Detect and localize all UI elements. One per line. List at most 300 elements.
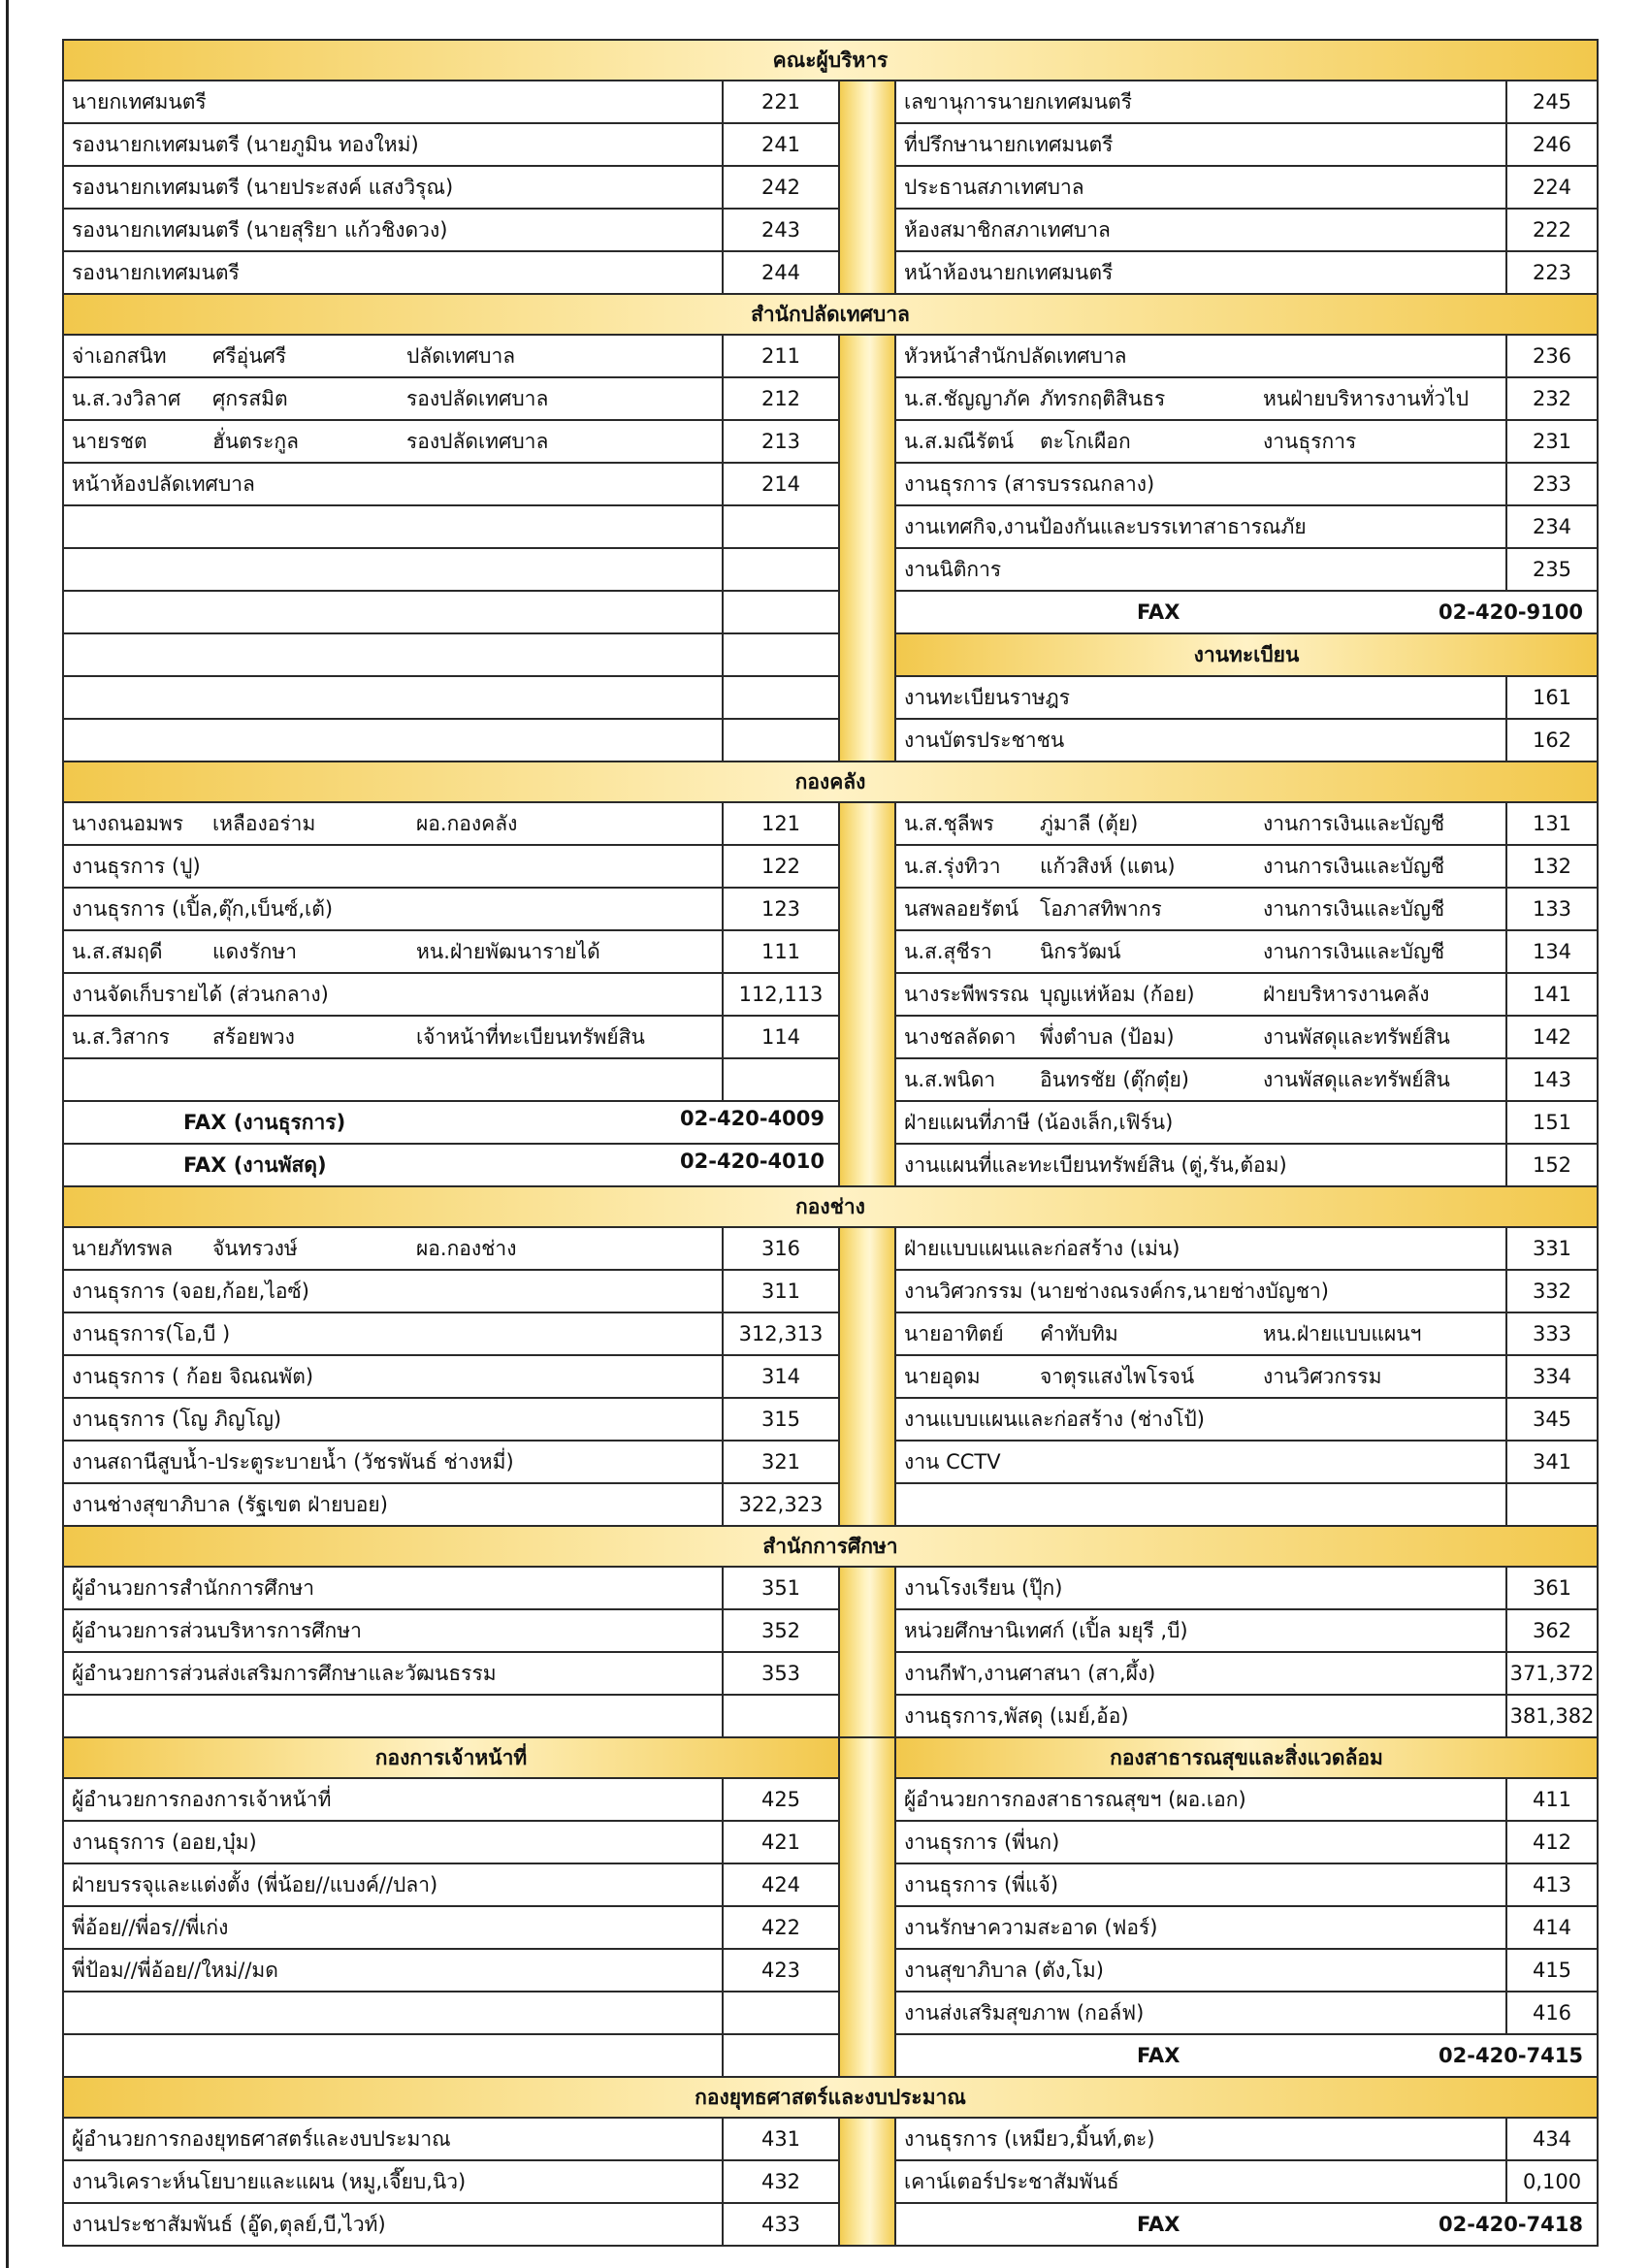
table-row <box>63 973 1598 1016</box>
extension-number: 432 <box>723 2160 839 2203</box>
empty-cell <box>723 1058 839 1101</box>
fax-label: FAX (งานพัสดุ) <box>183 1152 327 1177</box>
extension-number: 112,113 <box>723 973 839 1016</box>
entry-label <box>895 1016 1506 1058</box>
table-row <box>63 209 1598 251</box>
extension-number: 214 <box>723 463 839 505</box>
extension-number: 414 <box>1506 1906 1598 1949</box>
person-surname: แก้วสิงห์ (แตน) <box>1040 854 1176 878</box>
extension-number: 222 <box>1506 209 1598 251</box>
table-row <box>63 1863 1598 1906</box>
table-row <box>63 845 1598 888</box>
extension-number: 151 <box>1506 1101 1598 1144</box>
extension-number: 0,100 <box>1506 2160 1598 2203</box>
entry-label <box>895 1058 1506 1101</box>
table-row <box>63 591 1598 633</box>
person-name: นายอุดม <box>904 1364 981 1388</box>
entry-label: งานธุรการ (เหมียว,มิ้นท์,ตะ) <box>895 2118 1506 2160</box>
empty-cell <box>1506 1483 1598 1526</box>
empty-cell <box>895 1483 1506 1526</box>
entry-label: ผู้อำนวยการกองสาธารณสุขฯ (ผอ.เอก) <box>895 1778 1506 1821</box>
table-row <box>63 1101 1598 1144</box>
table-row <box>63 2118 1598 2160</box>
empty-cell <box>723 505 839 548</box>
entry-label: งานทะเบียนราษฎร <box>895 676 1506 719</box>
extension-number: 413 <box>1506 1863 1598 1906</box>
table-row <box>63 1270 1598 1312</box>
table-row <box>63 633 1598 676</box>
person-position: งานพัสดุและทรัพย์สิน <box>1263 1024 1450 1049</box>
table-row <box>63 2034 1598 2077</box>
extension-number: 361 <box>1506 1567 1598 1609</box>
table-row <box>63 166 1598 209</box>
person-surname: ฮั่นตระกูล <box>212 429 299 453</box>
entry-label: งานธุรการ (ออย,บุ๋ม) <box>63 1821 723 1863</box>
extension-number: 233 <box>1506 463 1598 505</box>
person-position: งานการเงินและบัญชี <box>1263 854 1445 878</box>
empty-cell <box>723 1992 839 2034</box>
person-position: งานวิศวกรรม <box>1263 1364 1382 1388</box>
extension-number: 114 <box>723 1016 839 1058</box>
person-name: น.ส.ชัญญาภัค <box>904 386 1031 410</box>
person-surname: สร้อยพวง <box>212 1024 295 1049</box>
table-row <box>63 1821 1598 1863</box>
entry-label: งานวิเคราะห์นโยบายและแผน (หมู,เจี๊ยบ,นิว) <box>63 2160 723 2203</box>
entry-label: งานธุรการ (พี่นก) <box>895 1821 1506 1863</box>
entry-label: ผู้อำนวยการกองยุทธศาสตร์และงบประมาณ <box>63 2118 723 2160</box>
table-row <box>63 1778 1598 1821</box>
column-divider <box>839 335 895 761</box>
table-row <box>63 548 1598 591</box>
section-title-strategy: กองยุทธศาสตร์และงบประมาณ <box>63 2077 1598 2118</box>
fax-label: FAX (งานธุรการ) <box>183 1110 346 1134</box>
fax-label: FAX <box>1137 2213 1180 2236</box>
empty-cell <box>723 633 839 676</box>
person-name: น.ส.มณีรัตน์ <box>904 429 1015 453</box>
extension-number: 242 <box>723 166 839 209</box>
person-name: นายอาทิตย์ <box>904 1321 1004 1345</box>
entry-label: งานส่งเสริมสุขภาพ (กอล์ฟ) <box>895 1992 1506 2034</box>
table-row <box>63 1695 1598 1737</box>
extension-number: 341 <box>1506 1441 1598 1483</box>
section-header-clerk-office <box>63 294 1598 335</box>
extension-number: 371,372 <box>1506 1652 1598 1695</box>
extension-number: 244 <box>723 251 839 294</box>
entry-label: งานแบบแผนและก่อสร้าง (ช่างโป้) <box>895 1398 1506 1441</box>
extension-number: 312,313 <box>723 1312 839 1355</box>
extension-number: 211 <box>723 335 839 377</box>
extension-number: 224 <box>1506 166 1598 209</box>
entry-label: รองนายกเทศมนตรี (นายสุริยา แก้วชิงดวง) <box>63 209 723 251</box>
extension-number: 162 <box>1506 719 1598 761</box>
fax-entry <box>895 591 1598 633</box>
table-row <box>63 251 1598 294</box>
section-title-engineering: กองช่าง <box>63 1186 1598 1227</box>
section-title-finance: กองคลัง <box>63 761 1598 802</box>
person-surname: โอภาสทิพากร <box>1040 896 1162 921</box>
extension-number: 161 <box>1506 676 1598 719</box>
person-name: น.ส.พนิดา <box>904 1067 996 1091</box>
entry-label: งานธุรการ (ปู) <box>63 845 723 888</box>
empty-cell <box>723 719 839 761</box>
person-surname: จันทรวงษ์ <box>212 1236 298 1260</box>
extension-number: 333 <box>1506 1312 1598 1355</box>
fax-label: FAX <box>1137 600 1180 624</box>
extension-number: 362 <box>1506 1609 1598 1652</box>
extension-number: 316 <box>723 1227 839 1270</box>
extension-number: 415 <box>1506 1949 1598 1992</box>
person-surname: ศรีอุ่นศรี <box>212 343 287 368</box>
person-position: งานการเงินและบัญชี <box>1263 939 1445 963</box>
table-row <box>63 81 1598 123</box>
entry-label: เคาน์เตอร์ประชาสัมพันธ์ <box>895 2160 1506 2203</box>
subsection-title-registry: งานทะเบียน <box>895 633 1598 676</box>
extension-number: 311 <box>723 1270 839 1312</box>
person-position: ฝ่ายบริหารงานคลัง <box>1263 982 1430 1006</box>
empty-cell <box>723 676 839 719</box>
person-position: งานธุรการ <box>1263 429 1357 453</box>
entry-label <box>895 888 1506 930</box>
entry-label: หน้าห้องนายกเทศมนตรี <box>895 251 1506 294</box>
extension-number: 334 <box>1506 1355 1598 1398</box>
person-surname: ภัทรกฤติสินธร <box>1040 386 1166 410</box>
extension-number: 131 <box>1506 802 1598 845</box>
table-row <box>63 719 1598 761</box>
extension-number: 351 <box>723 1567 839 1609</box>
person-surname: อินทรชัย (ตุ๊กตุ๋ย) <box>1040 1067 1190 1091</box>
section-header-engineering <box>63 1186 1598 1227</box>
person-position: ผอ.กองช่าง <box>416 1236 517 1260</box>
table-row <box>63 1312 1598 1355</box>
section-header-strategy <box>63 2077 1598 2118</box>
entry-label <box>63 1227 723 1270</box>
entry-label: หน้าห้องปลัดเทศบาล <box>63 463 723 505</box>
extension-number: 134 <box>1506 930 1598 973</box>
empty-cell <box>63 1992 723 2034</box>
entry-label: งานบัตรประชาชน <box>895 719 1506 761</box>
extension-number: 243 <box>723 209 839 251</box>
entry-label: นายกเทศมนตรี <box>63 81 723 123</box>
person-surname: ภู่มาลี (ตุ้ย) <box>1040 811 1139 835</box>
empty-cell <box>63 1058 723 1101</box>
entry-label <box>63 420 723 463</box>
entry-label: งานวิศวกรรม (นายช่างณรงค์กร,นายช่างบัญชา) <box>895 1270 1506 1312</box>
column-divider <box>839 2118 895 2246</box>
entry-label <box>63 335 723 377</box>
phone-directory-sheet <box>62 39 1597 2247</box>
fax-number: 02-420-4010 <box>680 1149 824 1173</box>
extension-number: 422 <box>723 1906 839 1949</box>
extension-number: 434 <box>1506 2118 1598 2160</box>
extension-number: 331 <box>1506 1227 1598 1270</box>
extension-number: 412 <box>1506 1821 1598 1863</box>
empty-cell <box>723 591 839 633</box>
person-position: หน.ฝ่ายพัฒนารายได้ <box>416 939 600 963</box>
section-title-education: สำนักการศึกษา <box>63 1526 1598 1567</box>
entry-label: ฝ่ายแบบแผนและก่อสร้าง (เม่น) <box>895 1227 1506 1270</box>
table-row <box>63 377 1598 420</box>
extension-number: 212 <box>723 377 839 420</box>
table-row <box>63 676 1598 719</box>
entry-label: งานธุรการ,พัสดุ (เมย์,อ้อ) <box>895 1695 1506 1737</box>
extension-number: 223 <box>1506 251 1598 294</box>
section-header-finance <box>63 761 1598 802</box>
entry-label <box>895 377 1506 420</box>
entry-label: งานแผนที่และทะเบียนทรัพย์สิน (ตู่,รัน,ต้อม) <box>895 1144 1506 1186</box>
extension-number: 241 <box>723 123 839 166</box>
entry-label: หัวหน้าสำนักปลัดเทศบาล <box>895 335 1506 377</box>
extension-number: 141 <box>1506 973 1598 1016</box>
person-name: นางระพีพรรณ <box>904 982 1029 1006</box>
extension-number: 425 <box>723 1778 839 1821</box>
extension-number: 424 <box>723 1863 839 1906</box>
person-name: จ่าเอกสนิท <box>72 343 167 368</box>
section-title-personnel: กองการเจ้าหน้าที่ <box>63 1737 839 1778</box>
entry-label: ประธานสภาเทศบาล <box>895 166 1506 209</box>
table-row <box>63 463 1598 505</box>
person-name: น.ส.รุ่งทิวา <box>904 854 1001 878</box>
fax-label: FAX <box>1137 2044 1180 2067</box>
empty-cell <box>723 548 839 591</box>
person-position: ปลัดเทศบาล <box>406 343 516 368</box>
extension-number: 246 <box>1506 123 1598 166</box>
extension-number: 142 <box>1506 1016 1598 1058</box>
entry-label <box>895 1312 1506 1355</box>
extension-number: 235 <box>1506 548 1598 591</box>
person-position: งานพัสดุและทรัพย์สิน <box>1263 1067 1450 1091</box>
entry-label: งานธุรการ (พี่แจ้) <box>895 1863 1506 1906</box>
extension-number: 236 <box>1506 335 1598 377</box>
person-position: เจ้าหน้าที่ทะเบียนทรัพย์สิน <box>416 1024 645 1049</box>
person-surname: คำทับทิม <box>1040 1321 1118 1345</box>
person-name: น.ส.ชุลีพร <box>904 811 994 835</box>
entry-label: งานธุรการ (เปิ้ล,ตุ๊ก,เบ็นซ์,เต้) <box>63 888 723 930</box>
table-row <box>63 1567 1598 1609</box>
extension-number: 381,382 <box>1506 1695 1598 1737</box>
entry-label <box>895 802 1506 845</box>
entry-label <box>63 802 723 845</box>
table-row <box>63 1652 1598 1695</box>
extension-number: 143 <box>1506 1058 1598 1101</box>
person-name: นายภัทรพล <box>72 1236 174 1260</box>
fax-entry <box>63 1101 839 1144</box>
person-name: น.ส.สุชีรา <box>904 939 992 963</box>
empty-cell <box>63 1695 723 1737</box>
person-position: หนฝ่ายบริหารงานทั่วไป <box>1263 386 1470 410</box>
entry-label: งานธุรการ (สารบรรณกลาง) <box>895 463 1506 505</box>
table-row <box>63 1609 1598 1652</box>
person-name: น.ส.วิสากร <box>72 1024 170 1049</box>
person-name: น.ส.วงวิลาศ <box>72 386 181 410</box>
entry-label: งานธุรการ (โญ ภิญโญ) <box>63 1398 723 1441</box>
entry-label: รองนายกเทศมนตรี <box>63 251 723 294</box>
person-position: รองปลัดเทศบาล <box>406 429 549 453</box>
entry-label <box>895 845 1506 888</box>
extension-number: 332 <box>1506 1270 1598 1312</box>
table-row <box>63 2203 1598 2246</box>
section-title-health: กองสาธารณสุขและสิ่งแวดล้อม <box>895 1737 1598 1778</box>
person-position: ผอ.กองคลัง <box>416 811 518 835</box>
extension-number: 245 <box>1506 81 1598 123</box>
person-surname: เหลืองอร่าม <box>212 811 316 835</box>
entry-label <box>63 930 723 973</box>
person-position: งานการเงินและบัญชี <box>1263 811 1445 835</box>
entry-label: ผู้อำนวยการส่วนบริหารการศึกษา <box>63 1609 723 1652</box>
entry-label: งาน CCTV <box>895 1441 1506 1483</box>
table-row <box>63 123 1598 166</box>
table-row <box>63 888 1598 930</box>
entry-label: ผู้อำนวยการสำนักการศึกษา <box>63 1567 723 1609</box>
section-title-clerk-office: สำนักปลัดเทศบาล <box>63 294 1598 335</box>
entry-label: ฝ่ายแผนที่ภาษี (น้องเล็ก,เฟิร์น) <box>895 1101 1506 1144</box>
entry-label: งานธุรการ(โอ,บี ) <box>63 1312 723 1355</box>
extension-number: 133 <box>1506 888 1598 930</box>
entry-label: พี่ป้อม//พี่อ้อย//ใหม่//มด <box>63 1949 723 1992</box>
entry-label <box>895 930 1506 973</box>
person-surname: พึ่งตำบล (ป้อม) <box>1040 1024 1175 1049</box>
extension-number: 431 <box>723 2118 839 2160</box>
entry-label <box>63 377 723 420</box>
table-row <box>63 1398 1598 1441</box>
extension-number: 111 <box>723 930 839 973</box>
extension-number: 322,323 <box>723 1483 839 1526</box>
entry-label: งานเทศกิจ,งานป้องกันและบรรเทาสาธารณภัย <box>895 505 1506 548</box>
fax-entry <box>895 2034 1598 2077</box>
section-header-executives <box>63 40 1598 81</box>
entry-label <box>895 1355 1506 1398</box>
table-row <box>63 802 1598 845</box>
table-row <box>63 505 1598 548</box>
empty-cell <box>63 676 723 719</box>
person-surname: ตะโกเผือก <box>1040 429 1131 453</box>
empty-cell <box>63 591 723 633</box>
person-position: รองปลัดเทศบาล <box>406 386 549 410</box>
fax-number: 02-420-7418 <box>1439 2213 1583 2236</box>
extension-number: 234 <box>1506 505 1598 548</box>
column-divider <box>839 1737 895 2077</box>
entry-label: หน่วยศึกษานิเทศก์ (เปิ้ล มยุรี ,บี) <box>895 1609 1506 1652</box>
section-title-executives: คณะผู้บริหาร <box>63 40 1598 81</box>
table-row <box>63 930 1598 973</box>
extension-number: 416 <box>1506 1992 1598 2034</box>
column-divider <box>839 1567 895 1737</box>
fax-number: 02-420-4009 <box>680 1106 824 1130</box>
entry-label: งานสุขาภิบาล (ตัง,โม) <box>895 1949 1506 1992</box>
empty-cell <box>63 2034 723 2077</box>
fax-entry <box>63 1144 839 1186</box>
entry-label: งานสถานีสูบน้ำ-ประตูระบายน้ำ (วัชรพันธ์ ช่างหมี่) <box>63 1441 723 1483</box>
fax-number: 02-420-7415 <box>1439 2044 1583 2067</box>
person-name: น.ส.สมฤดี <box>72 939 163 963</box>
section-header-personnel-health <box>63 1737 1598 1778</box>
table-row <box>63 1144 1598 1186</box>
extension-number: 421 <box>723 1821 839 1863</box>
extension-number: 121 <box>723 802 839 845</box>
fax-entry <box>895 2203 1598 2246</box>
empty-cell <box>63 548 723 591</box>
table-row <box>63 1058 1598 1101</box>
table-row <box>63 1441 1598 1483</box>
empty-cell <box>63 719 723 761</box>
table-row <box>63 420 1598 463</box>
person-position: หน.ฝ่ายแบบแผนฯ <box>1263 1321 1422 1345</box>
extension-number: 314 <box>723 1355 839 1398</box>
extension-number: 423 <box>723 1949 839 1992</box>
entry-label <box>895 420 1506 463</box>
extension-number: 213 <box>723 420 839 463</box>
entry-label: เลขานุการนายกเทศมนตรี <box>895 81 1506 123</box>
person-position: งานการเงินและบัญชี <box>1263 896 1445 921</box>
extension-number: 433 <box>723 2203 839 2246</box>
page-left-edge <box>6 0 9 2268</box>
empty-cell <box>63 505 723 548</box>
extension-number: 352 <box>723 1609 839 1652</box>
person-name: นายรชต <box>72 429 147 453</box>
entry-label: งานประชาสัมพันธ์ (อู๊ด,ตุลย์,บี,ไวท์) <box>63 2203 723 2246</box>
entry-label <box>895 973 1506 1016</box>
entry-label: งานกีฬา,งานศาสนา (สา,ผึ้ง) <box>895 1652 1506 1695</box>
extension-number: 152 <box>1506 1144 1598 1186</box>
extension-number: 221 <box>723 81 839 123</box>
column-divider <box>839 81 895 294</box>
table-row <box>63 1483 1598 1526</box>
extension-number: 123 <box>723 888 839 930</box>
extension-number: 231 <box>1506 420 1598 463</box>
table-row <box>63 335 1598 377</box>
extension-number: 353 <box>723 1652 839 1695</box>
table-row <box>63 1227 1598 1270</box>
entry-label: รองนายกเทศมนตรี (นายประสงค์ แสงวิรุณ) <box>63 166 723 209</box>
table-row <box>63 1906 1598 1949</box>
entry-label: งานช่างสุขาภิบาล (รัฐเขต ฝ่ายบอย) <box>63 1483 723 1526</box>
person-surname: ศุกรสมิต <box>212 386 288 410</box>
entry-label: ห้องสมาชิกสภาเทศบาล <box>895 209 1506 251</box>
table-row <box>63 1949 1598 1992</box>
empty-cell <box>723 2034 839 2077</box>
extension-number: 315 <box>723 1398 839 1441</box>
entry-label: พี่อ้อย//พี่อร//พี่เก่ง <box>63 1906 723 1949</box>
person-surname: บุญแห่ห้อม (ก้อย) <box>1040 982 1195 1006</box>
extension-number: 122 <box>723 845 839 888</box>
entry-label: ที่ปรึกษานายกเทศมนตรี <box>895 123 1506 166</box>
phone-directory-table <box>62 39 1599 2247</box>
person-surname: นิกรวัฒน์ <box>1040 939 1121 963</box>
extension-number: 232 <box>1506 377 1598 420</box>
table-row <box>63 1016 1598 1058</box>
entry-label <box>63 1016 723 1058</box>
person-name: นางชลลัดดา <box>904 1024 1017 1049</box>
fax-number: 02-420-9100 <box>1439 600 1583 624</box>
extension-number: 132 <box>1506 845 1598 888</box>
entry-label: ผู้อำนวยการกองการเจ้าหน้าที่ <box>63 1778 723 1821</box>
entry-label: งานจัดเก็บรายได้ (ส่วนกลาง) <box>63 973 723 1016</box>
empty-cell <box>63 633 723 676</box>
entry-label: งานรักษาความสะอาด (ฟอร์) <box>895 1906 1506 1949</box>
person-surname: แดงรักษา <box>212 939 298 963</box>
person-name: นางถนอมพร <box>72 811 184 835</box>
extension-number: 321 <box>723 1441 839 1483</box>
person-name: นสพลอยรัตน์ <box>904 896 1019 921</box>
table-row <box>63 2160 1598 2203</box>
section-header-education <box>63 1526 1598 1567</box>
entry-label: งานธุรการ ( ก้อย จิณณพัต) <box>63 1355 723 1398</box>
entry-label: ฝ่ายบรรจุและแต่งตั้ง (พี่น้อย//แบงค์//ปลา) <box>63 1863 723 1906</box>
table-row <box>63 1355 1598 1398</box>
extension-number: 411 <box>1506 1778 1598 1821</box>
entry-label: งานนิติการ <box>895 548 1506 591</box>
entry-label: ผู้อำนวยการส่วนส่งเสริมการศึกษาและวัฒนธรรม <box>63 1652 723 1695</box>
entry-label: งานธุรการ (จอย,ก้อย,ไอซ์) <box>63 1270 723 1312</box>
